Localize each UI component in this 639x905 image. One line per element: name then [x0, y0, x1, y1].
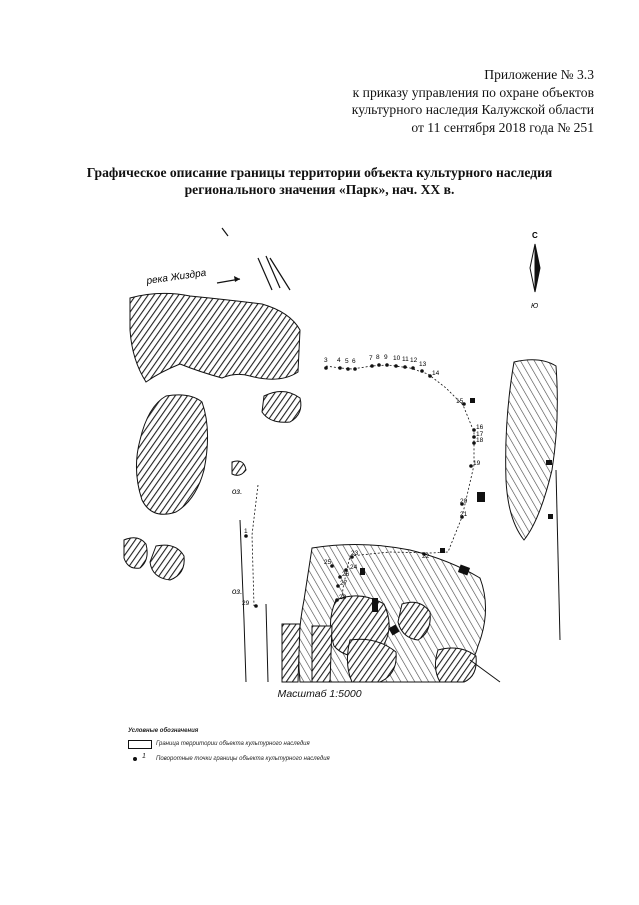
boundary-point-5 [346, 367, 350, 371]
boundary-point-label-14: 14 [432, 370, 440, 377]
boundary-point-13 [420, 369, 424, 373]
boundary-point-label-23: 23 [351, 550, 359, 557]
legend-title: Условные обозначения [128, 728, 199, 734]
boundary-point-label-1: 1 [244, 528, 248, 535]
boundary-point-label-16: 16 [476, 424, 484, 431]
river-arrowhead [234, 276, 240, 282]
boundary-point-label-11: 11 [402, 356, 409, 363]
boundary-point-label-29: 29 [242, 600, 250, 607]
legend-point-label: Поворотные точки границы объекта культурного наследия [156, 756, 330, 762]
boundary-point-label-27: 27 [340, 580, 348, 587]
boundary-point-label-3: 3 [324, 357, 328, 364]
boundary-point-10 [394, 364, 398, 368]
boundary-point-label-13: 13 [419, 361, 427, 368]
boundary-point-label-28: 28 [339, 594, 347, 601]
boundary-point-label-10: 10 [393, 355, 401, 362]
boundary-point-label-22: 22 [422, 553, 430, 560]
appendix-line-1: Приложение № 3.3 [484, 67, 594, 82]
boundary-point-label-19: 19 [473, 460, 481, 467]
appendix-line-3: культурного наследия Калужской области [351, 102, 594, 117]
appendix-line-4: от 11 сентября 2018 года № 251 [411, 119, 594, 135]
title-line-1: Графическое описание границы территории объекта культурного наследия [86, 165, 553, 180]
boundary-point-29 [254, 604, 258, 608]
boundary-point-label-6: 6 [352, 358, 356, 365]
boundary-point-6 [353, 367, 357, 371]
legend-point-number: 1 [142, 753, 146, 760]
legend-boundary-symbol [128, 740, 152, 749]
river-label: река Жиздра [145, 267, 207, 287]
boundary-point-label-18: 18 [476, 437, 484, 444]
compass-north-label: С [532, 231, 538, 240]
boundary-point-label-15: 15 [456, 398, 464, 405]
lake-label-2: оз. [232, 587, 243, 596]
boundary-point-8 [377, 363, 381, 367]
boundary-point-label-20: 20 [460, 498, 468, 505]
boundary-point-label-21: 21 [460, 511, 468, 518]
boundary-point-label-5: 5 [345, 358, 349, 365]
north-arrow [530, 231, 540, 310]
compass-left-half [530, 244, 535, 292]
boundary-point-11 [403, 365, 407, 369]
boundary-point-label-17: 17 [476, 431, 484, 438]
compass-right-half [535, 244, 540, 292]
boundary-point-3 [324, 366, 328, 370]
boundary-point-label-24: 24 [350, 564, 358, 571]
boundary-point-label-8: 8 [376, 354, 380, 361]
vegetation-patches [124, 293, 557, 682]
legend-point-symbol [133, 757, 137, 761]
boundary-point-label-26: 26 [342, 571, 350, 578]
boundary-point-label-9: 9 [384, 354, 388, 361]
boundary-point-label-4: 4 [337, 357, 341, 364]
boundary-point-12 [411, 366, 415, 370]
legend-boundary-label: Граница территории объекта культурного наследия [156, 741, 310, 747]
boundary-point-label-25: 25 [324, 559, 332, 566]
map-scale: Масштаб 1:5000 [277, 688, 362, 700]
boundary-point-4 [338, 366, 342, 370]
compass-south-label: Ю [531, 303, 539, 310]
boundary-point-9 [385, 363, 389, 367]
boundary-point-7 [370, 364, 374, 368]
boundary-point-label-7: 7 [369, 355, 373, 362]
appendix-line-2: к приказу управления по охране объектов [352, 84, 594, 100]
title-line-2: регионального значения «Парк», нач. XX в. [184, 182, 455, 197]
lake-label-1: оз. [232, 487, 243, 496]
boundary-point-label-12: 12 [410, 357, 418, 364]
